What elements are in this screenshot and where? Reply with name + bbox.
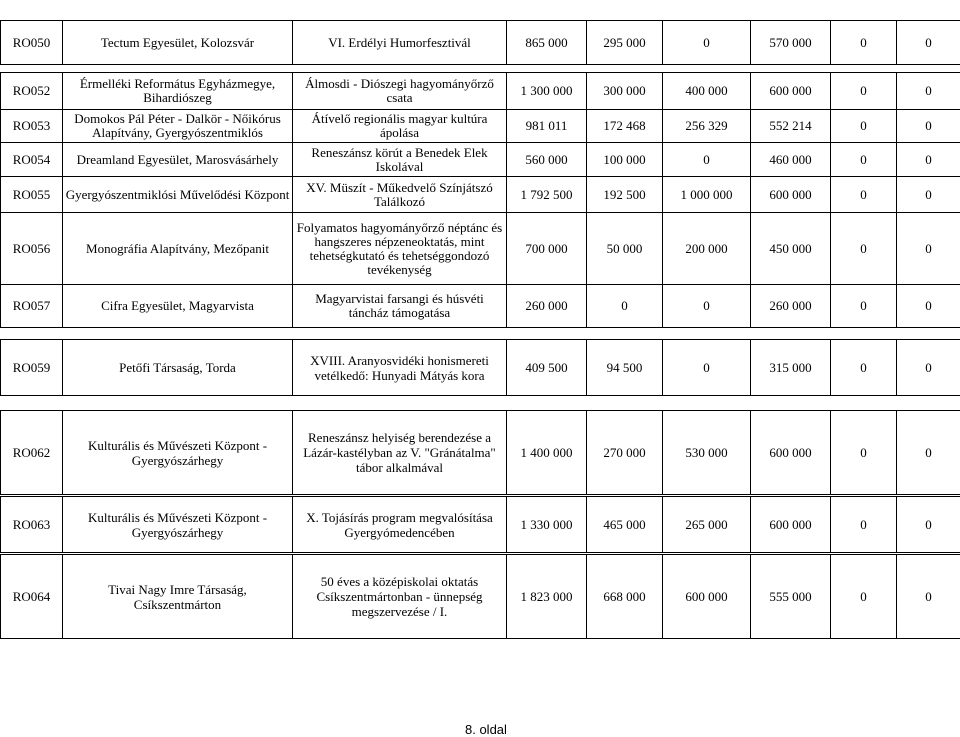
project-cell: XV. Müszít - Műkedvelő Színjátszó Találkozó: [293, 177, 507, 213]
grant-table-block-5: [0, 496, 960, 553]
organization-cell: Érmelléki Református Egyházmegye, Bihardiószeg: [63, 73, 293, 110]
row-id: RO064: [1, 555, 63, 639]
amount-cell: 260 000: [751, 285, 831, 328]
amount-cell: 0: [831, 73, 897, 110]
amount-cell: 400 000: [663, 73, 751, 110]
amount-cell: 0: [897, 411, 960, 495]
table-row: [1, 340, 960, 396]
amount-cell: 172 468: [587, 110, 663, 143]
amount-cell: 0: [897, 73, 960, 110]
amount-cell: 465 000: [587, 497, 663, 553]
amount-cell: 0: [587, 285, 663, 328]
total-amount-cell: 1 330 000: [507, 497, 587, 553]
organization-cell: Tivai Nagy Imre Társaság, Csíkszentmárton: [63, 555, 293, 639]
amount-cell: 0: [663, 21, 751, 65]
amount-cell: 0: [897, 285, 960, 328]
amount-cell: 0: [831, 497, 897, 553]
row-id: RO052: [1, 73, 63, 110]
project-cell: Álmosdi - Diószegi hagyományőrző csata: [293, 73, 507, 110]
total-amount-cell: 1 400 000: [507, 411, 587, 495]
amount-cell: 256 329: [663, 110, 751, 143]
row-id: RO055: [1, 177, 63, 213]
amount-cell: 265 000: [663, 497, 751, 553]
table-row: [1, 497, 960, 553]
row-id: RO056: [1, 213, 63, 285]
total-amount-cell: 1 792 500: [507, 177, 587, 213]
page-number: 8. oldal: [465, 722, 507, 737]
amount-cell: 600 000: [751, 177, 831, 213]
amount-cell: 0: [831, 110, 897, 143]
total-amount-cell: 981 011: [507, 110, 587, 143]
amount-cell: 0: [831, 555, 897, 639]
table-row: [1, 177, 960, 213]
amount-cell: 0: [831, 21, 897, 65]
project-cell: XVIII. Aranyosvidéki honismereti vetélkedő: Hunyadi Mátyás kora: [293, 340, 507, 396]
amount-cell: 0: [897, 497, 960, 553]
amount-cell: 0: [831, 285, 897, 328]
amount-cell: 600 000: [663, 555, 751, 639]
table-row: [1, 110, 960, 143]
total-amount-cell: 700 000: [507, 213, 587, 285]
amount-cell: 1 000 000: [663, 177, 751, 213]
project-cell: 50 éves a középiskolai oktatás Csíkszentmártonban - ünnepség megszervezése / I.: [293, 555, 507, 639]
row-id: RO059: [1, 340, 63, 396]
amount-cell: 570 000: [751, 21, 831, 65]
amount-cell: 0: [831, 213, 897, 285]
total-amount-cell: 1 300 000: [507, 73, 587, 110]
amount-cell: 0: [897, 143, 960, 177]
amount-cell: 0: [897, 340, 960, 396]
row-id: RO053: [1, 110, 63, 143]
row-id: RO057: [1, 285, 63, 328]
amount-cell: 0: [663, 143, 751, 177]
organization-cell: Tectum Egyesület, Kolozsvár: [63, 21, 293, 65]
amount-cell: 600 000: [751, 73, 831, 110]
organization-cell: Kulturális és Művészeti Központ - Gyergyószárhegy: [63, 497, 293, 553]
organization-cell: Petőfi Társaság, Torda: [63, 340, 293, 396]
row-id: RO050: [1, 21, 63, 65]
amount-cell: 94 500: [587, 340, 663, 396]
project-cell: Reneszánsz körút a Benedek Elek Iskolával: [293, 143, 507, 177]
amount-cell: 555 000: [751, 555, 831, 639]
amount-cell: 0: [897, 213, 960, 285]
amount-cell: 315 000: [751, 340, 831, 396]
amount-cell: 0: [897, 21, 960, 65]
amount-cell: 0: [897, 177, 960, 213]
grant-table-block-1: [0, 20, 960, 65]
table-row: [1, 555, 960, 639]
total-amount-cell: 1 823 000: [507, 555, 587, 639]
organization-cell: Domokos Pál Péter - Dalkör - Nőikórus Alapítvány, Gyergyószentmiklós: [63, 110, 293, 143]
amount-cell: 530 000: [663, 411, 751, 495]
grant-table-block-3: [0, 339, 960, 396]
amount-cell: 200 000: [663, 213, 751, 285]
table-row: [1, 143, 960, 177]
amount-cell: 0: [831, 177, 897, 213]
amount-cell: 600 000: [751, 411, 831, 495]
table-row: [1, 213, 960, 285]
grant-table-block-2: [0, 72, 960, 328]
organization-cell: Monográfia Alapítvány, Mezőpanit: [63, 213, 293, 285]
amount-cell: 552 214: [751, 110, 831, 143]
amount-cell: 50 000: [587, 213, 663, 285]
table-row: [1, 285, 960, 328]
table-row: [1, 411, 960, 495]
total-amount-cell: 865 000: [507, 21, 587, 65]
row-id: RO054: [1, 143, 63, 177]
amount-cell: 668 000: [587, 555, 663, 639]
table-row: [1, 21, 960, 65]
project-cell: Folyamatos hagyományőrző néptánc és hangszeres népzeneoktatás, mint tehetségkutató és tehetséggondozó tevékenység: [293, 213, 507, 285]
amount-cell: 0: [663, 285, 751, 328]
row-id: RO063: [1, 497, 63, 553]
amount-cell: 192 500: [587, 177, 663, 213]
total-amount-cell: 560 000: [507, 143, 587, 177]
amount-cell: 0: [897, 555, 960, 639]
project-cell: VI. Erdélyi Humorfesztivál: [293, 21, 507, 65]
grant-table-block-6: [0, 554, 960, 639]
amount-cell: 100 000: [587, 143, 663, 177]
total-amount-cell: 409 500: [507, 340, 587, 396]
organization-cell: Gyergyószentmiklósi Művelődési Központ: [63, 177, 293, 213]
amount-cell: 300 000: [587, 73, 663, 110]
table-row: [1, 73, 960, 110]
amount-cell: 0: [831, 340, 897, 396]
amount-cell: 460 000: [751, 143, 831, 177]
grant-table-block-4: [0, 410, 960, 495]
amount-cell: 0: [831, 411, 897, 495]
amount-cell: 0: [831, 143, 897, 177]
project-cell: X. Tojásírás program megvalósítása Gyergyómedencében: [293, 497, 507, 553]
project-cell: Magyarvistai farsangi és húsvéti táncház támogatása: [293, 285, 507, 328]
row-id: RO062: [1, 411, 63, 495]
project-cell: Átívelő regionális magyar kultúra ápolása: [293, 110, 507, 143]
amount-cell: 450 000: [751, 213, 831, 285]
organization-cell: Dreamland Egyesület, Marosvásárhely: [63, 143, 293, 177]
amount-cell: 0: [897, 110, 960, 143]
organization-cell: Kulturális és Művészeti Központ - Gyergyószárhegy: [63, 411, 293, 495]
amount-cell: 600 000: [751, 497, 831, 553]
amount-cell: 0: [663, 340, 751, 396]
amount-cell: 270 000: [587, 411, 663, 495]
project-cell: Reneszánsz helyiség berendezése a Lázár-kastélyban az V. "Gránátalma" tábor alkalmával: [293, 411, 507, 495]
organization-cell: Cifra Egyesület, Magyarvista: [63, 285, 293, 328]
amount-cell: 295 000: [587, 21, 663, 65]
total-amount-cell: 260 000: [507, 285, 587, 328]
